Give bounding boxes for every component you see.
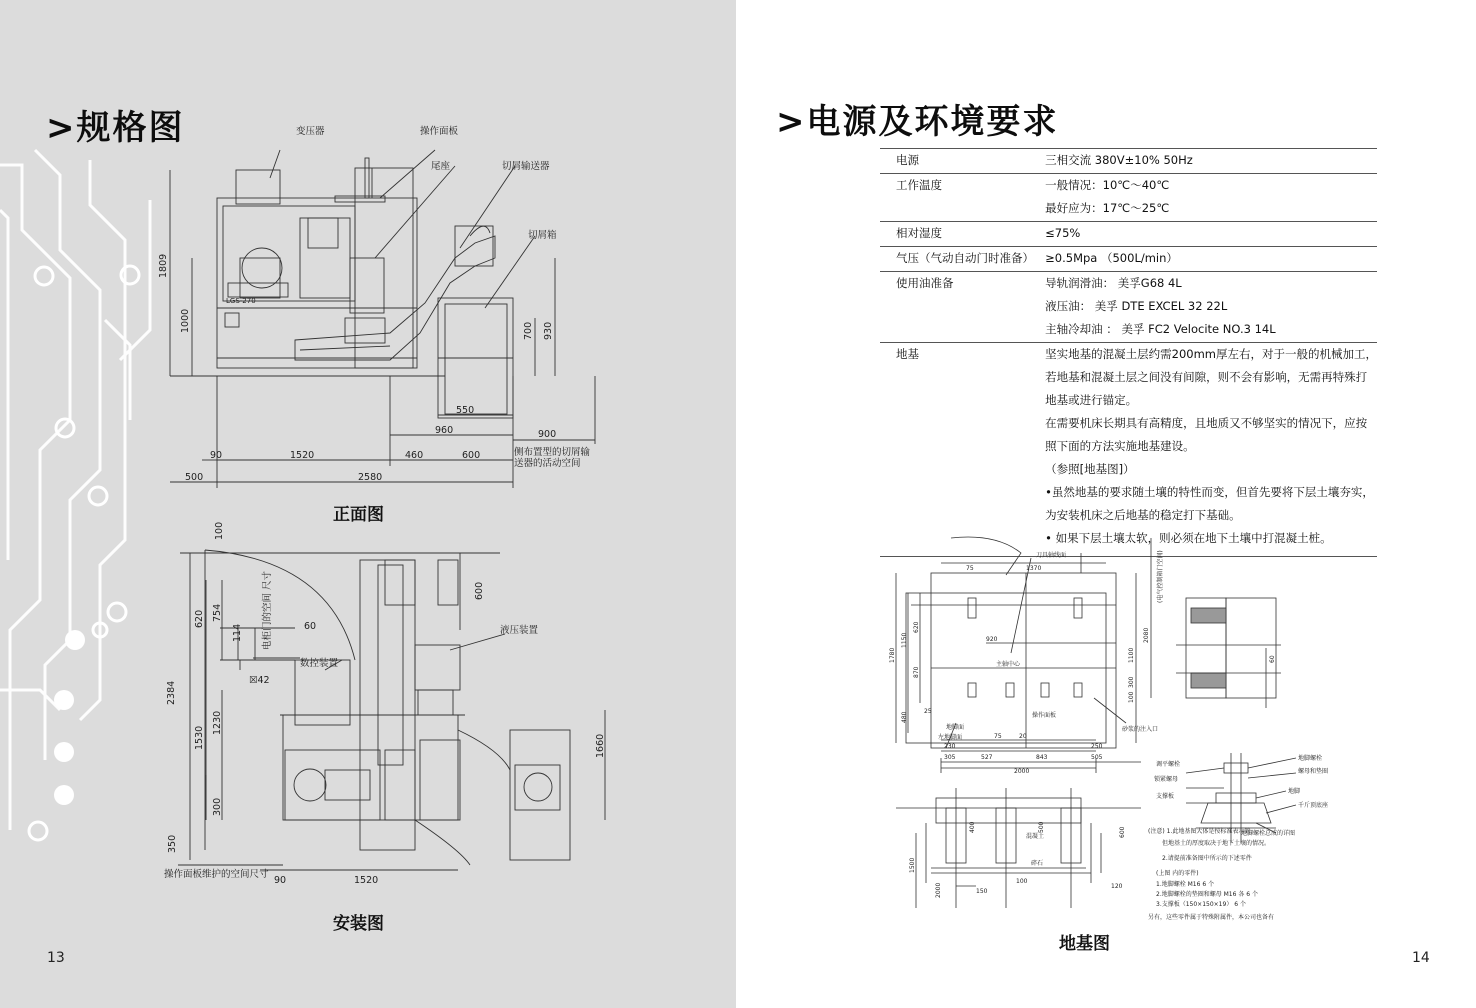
dim-1100: 1100	[1128, 647, 1135, 663]
dim-2000: 2000	[1014, 768, 1030, 775]
spec-line: ≥0.5Mpa （500L/min）	[1045, 251, 1178, 265]
spec-line: 三相交流 380V±10% 50Hz	[1045, 153, 1193, 167]
spec-line: 最好应为：17℃～25℃	[1045, 201, 1170, 215]
label-nut-washer: 螺母和垫圈	[1298, 768, 1329, 775]
label-transformer: 变压器	[296, 126, 325, 137]
dim-250: 250	[1091, 743, 1103, 750]
spec-line: 主轴冷却油 ： 美孚 FC2 Velocite NO.3 14L	[1045, 322, 1276, 336]
dim-620: 620	[913, 621, 920, 633]
note-line: 2.地脚螺栓的垫圈和螺母 M16 各 6 个	[1156, 891, 1258, 898]
spec-line: 若地基和混凝土层之间没有间隙，则不会有影响，无需再特殊打	[1045, 370, 1368, 384]
dim-1500: 1500	[909, 857, 916, 873]
spec-line: （参照[地基图]）	[1045, 462, 1135, 476]
front-view-drawing	[150, 118, 600, 493]
spec-value	[1045, 272, 1377, 343]
dim-600: 600	[474, 581, 485, 600]
side-note-line1: 侧布置型的切屑输	[514, 447, 591, 458]
label-spindle: 主轴中心	[996, 661, 1021, 668]
label-nut: 锁紧螺母	[1154, 776, 1179, 783]
label-anchor-detail: 地脚螺栓总成的详图	[1241, 830, 1296, 837]
note-line: 3.支撑板（150×150×19） 6 个	[1156, 901, 1246, 908]
dim-920: 920	[986, 636, 998, 643]
spec-line: 坚实地基的混凝土层约需200mm厚左右，对于一般的机械加工，	[1045, 347, 1377, 361]
dim-100: 100	[214, 521, 225, 540]
spec-line: 为安装机床之后地基的稳定打下基础。	[1045, 508, 1241, 522]
spec-value	[1045, 343, 1377, 557]
dim-480: 480	[901, 711, 908, 723]
label-panel: 操作面板	[420, 126, 459, 137]
dim-300: 300	[1128, 676, 1135, 688]
spec-key: 使用油准备	[880, 272, 1045, 343]
door-space-label: 电柜门的空间 尺寸	[262, 570, 273, 650]
spec-value	[1045, 247, 1377, 272]
spec-line: 照下面的方法实施地基建设。	[1045, 439, 1195, 453]
label-panel: 操作面板	[1032, 712, 1057, 719]
dim-1660: 1660	[595, 733, 606, 758]
spec-row	[880, 149, 1377, 174]
spec-table	[880, 148, 1377, 557]
dim-100b: 100	[1016, 878, 1028, 885]
install-view-caption: 安装图	[333, 914, 384, 934]
label-chipbox: 切屑箱	[528, 230, 557, 241]
page-number-right: 14	[1412, 950, 1430, 966]
label-left-foot: 左地脚面	[938, 734, 963, 741]
dim-930: 930	[543, 321, 554, 340]
front-view-caption: 正面图	[333, 505, 384, 525]
dim-114: 114	[232, 623, 243, 642]
dim-505: 505	[1091, 754, 1103, 761]
note-line: (上图 内的零件)	[1156, 870, 1199, 877]
dim-900: 900	[538, 429, 557, 440]
install-view-drawing	[160, 520, 610, 888]
dim-1230: 1230	[212, 710, 223, 735]
dim-500: 500	[185, 472, 204, 483]
spec-row	[880, 247, 1377, 272]
dim-2080: 2080	[1143, 627, 1150, 643]
label-gravel: 碎石	[1031, 860, 1044, 867]
label-conveyor: 切屑输送器	[502, 161, 550, 172]
dim-305: 305	[944, 754, 956, 761]
dim-1520: 1520	[290, 450, 315, 461]
spec-row	[880, 222, 1377, 247]
spec-row	[880, 174, 1377, 222]
dim-60: 60	[304, 621, 317, 632]
dim-754: 754	[212, 603, 223, 622]
dim-42: ☒42	[249, 675, 270, 686]
dim-1809: 1809	[158, 253, 169, 278]
dim-2384: 2384	[166, 680, 177, 705]
spec-line: 地基或进行锚定。	[1045, 393, 1138, 407]
page-heading: >电源及环境要求	[776, 102, 1059, 142]
spec-line: 在需要机床长期具有高精度，且地质又不够坚实的情况下，应按	[1045, 416, 1368, 430]
dim-1150: 1150	[901, 632, 908, 648]
note-line: 另有，这些零件属于特殊附属件，本公司也备有	[1148, 914, 1275, 921]
dim-620: 620	[194, 609, 205, 628]
left-page	[0, 0, 736, 1008]
spec-value	[1045, 222, 1377, 247]
dim-600: 600	[462, 450, 481, 461]
panel-space-label: 操作面板维护的空间尺寸	[164, 869, 269, 880]
label-anchor: 地脚螺栓	[1298, 755, 1323, 762]
dim-1370: 1370	[1026, 565, 1042, 572]
dim-2000b: 2000	[935, 882, 942, 898]
dim-600: 600	[1119, 826, 1126, 838]
foundation-drawing	[886, 533, 1441, 933]
spec-row	[880, 343, 1377, 557]
dim-870: 870	[913, 666, 920, 678]
dim-1530: 1530	[194, 725, 205, 750]
spec-key: 气压（气动自动门时准备）	[880, 247, 1045, 272]
spec-value	[1045, 149, 1377, 174]
dim-120: 120	[1111, 883, 1123, 890]
foundation-caption: 地基图	[1059, 934, 1110, 954]
spec-line: 导轨润滑油： 美孚G68 4L	[1045, 276, 1182, 290]
label-foot: 地脚	[1288, 788, 1301, 795]
dim-1780: 1780	[889, 647, 896, 663]
spec-key: 地基	[880, 343, 1045, 557]
label-concrete: 混凝土	[1026, 833, 1045, 840]
spec-line: 液压油： 美孚 DTE EXCEL 32 22L	[1045, 299, 1228, 313]
spec-key: 电源	[880, 149, 1045, 174]
spec-line: • 如果下层土壤太软，则必须在地下土壤中打混凝土桩。	[1045, 531, 1332, 545]
dim-1000: 1000	[180, 308, 191, 333]
label-nameplate: LGS-270	[226, 297, 256, 305]
dim-960: 960	[435, 425, 454, 436]
label-plate: 支撑板	[1156, 793, 1175, 800]
dim-350: 350	[167, 834, 178, 853]
spec-line: ≤75%	[1045, 226, 1081, 240]
dim-550: 550	[456, 405, 475, 416]
note-line: 1.地脚螺栓 M16 6 个	[1156, 881, 1215, 888]
dim-400: 400	[969, 821, 976, 833]
label-door-space: (电气控制箱门空间)	[1157, 550, 1164, 603]
dim-20: 20	[1019, 733, 1027, 740]
dim-300: 300	[212, 797, 223, 816]
hydraulic-label: 液压装置	[500, 625, 539, 636]
dim-1520-install: 1520	[354, 875, 379, 886]
spec-line: 一般情况：10℃～40℃	[1045, 178, 1170, 192]
side-note-line2: 送器的活动空间	[514, 458, 581, 469]
dim-843: 843	[1036, 754, 1048, 761]
page-number-left: 13	[47, 950, 65, 966]
label-floor: 地脚面	[946, 724, 965, 731]
label-tool-axis: 刀具轴线面	[1036, 552, 1067, 559]
circuit-decoration	[0, 0, 160, 1008]
spec-key: 工作温度	[880, 174, 1045, 222]
spec-line: •虽然地基的要求随土壤的特性而变，但首先要将下层土壤夯实，	[1045, 485, 1374, 499]
dim-460: 460	[405, 450, 424, 461]
note-line: (注意) 1.此地基图大体是按标准表示的，	[1148, 828, 1257, 835]
dim-25: 25	[924, 708, 932, 715]
nc-label: 数控装置	[300, 658, 339, 669]
page-heading: >规格图	[46, 108, 185, 148]
spec-value	[1045, 174, 1377, 222]
dim-100: 100	[1128, 691, 1135, 703]
right-page	[736, 0, 1476, 1008]
dim-150: 150	[976, 888, 988, 895]
dim-75b: 75	[994, 733, 1002, 740]
dim-75: 75	[966, 565, 974, 572]
dim-90-install: 90	[274, 875, 287, 886]
note-line: 但地基土的厚度取决于地下土壤的情况。	[1162, 840, 1271, 847]
dim-700: 700	[523, 321, 534, 340]
dim-527: 527	[981, 754, 993, 761]
spec-row	[880, 272, 1377, 343]
note-line: 2.请提前准备图中所示的下述零件	[1162, 855, 1252, 862]
spec-key: 相对湿度	[880, 222, 1045, 247]
label-jack: 千斤顶底座	[1298, 802, 1329, 809]
dim-60: 60	[1269, 655, 1276, 663]
dim-90: 90	[210, 450, 223, 461]
dim-500: 500	[1038, 821, 1045, 833]
dim-230: 230	[944, 743, 956, 750]
label-tailstock: 尾座	[431, 161, 451, 172]
label-level-bolt: 调平螺栓	[1156, 761, 1181, 768]
dim-2580: 2580	[358, 472, 383, 483]
label-mortar: 砂浆的注入口	[1122, 726, 1159, 733]
